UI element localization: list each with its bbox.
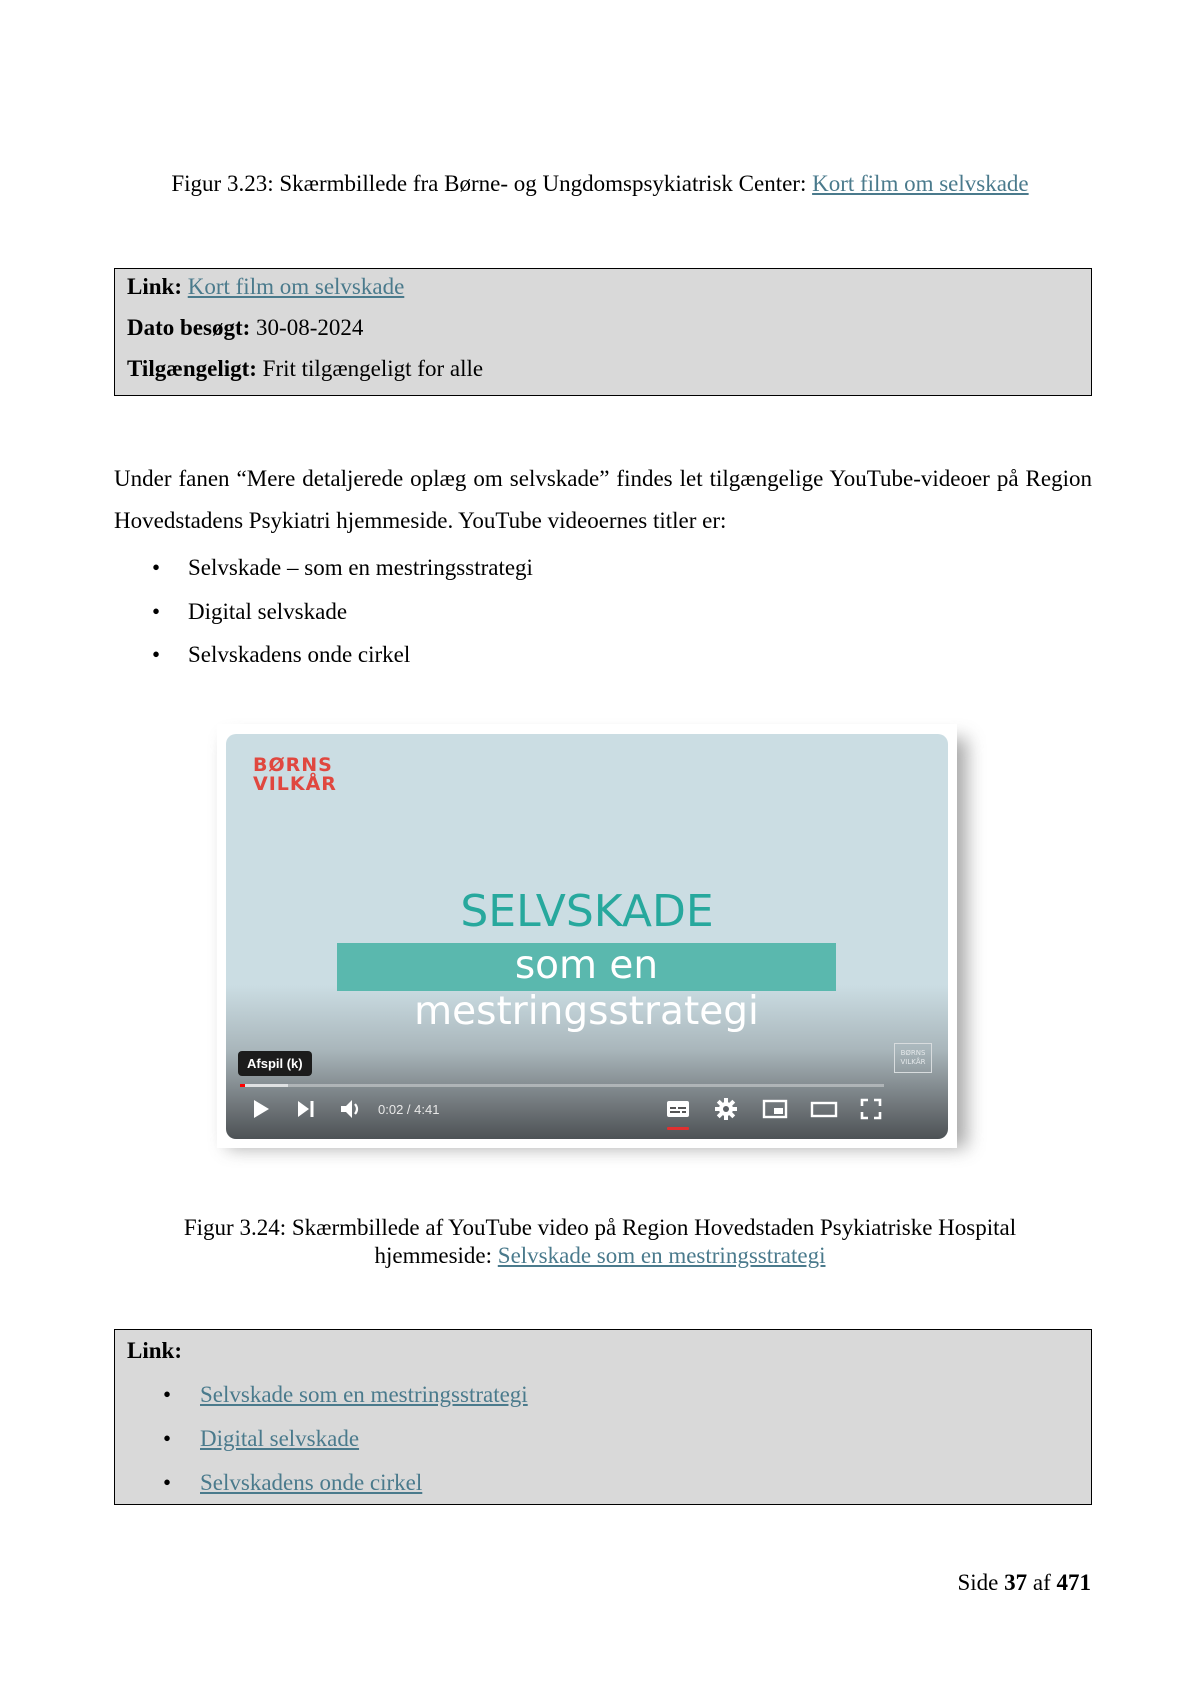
fullscreen-icon[interactable] [858,1096,884,1122]
play-tooltip: Afspil (k) [238,1051,312,1076]
access-row [127,352,1079,393]
channel-watermark[interactable] [894,1043,932,1073]
figure-3-23-caption [0,171,1200,197]
kort-film-box-link[interactable]: Kort film om selvskade [187,274,405,299]
page-middle: af [1027,1570,1057,1595]
progress-buffered [240,1084,288,1087]
subtitles-active-indicator [667,1127,689,1130]
caption-line-1: Figur 3.24: Skærmbillede af YouTube video på Region Hovedstaden Psykiatriske Hospital [183,1215,1017,1240]
settings-gear-icon[interactable] [713,1096,739,1122]
list-item: • Digital selvskade [114,599,533,643]
date-label: Dato besøgt: [127,315,251,340]
video-player[interactable] [226,734,948,1139]
page-number [957,1570,1091,1596]
video-link-list [115,1382,528,1514]
watermark-line-1: BØRNS [900,1049,926,1057]
caption-line-2 [0,1242,1200,1270]
video-title: SELVSKADE [460,886,714,937]
borns-vilkar-logo [253,756,337,794]
figure-3-24-caption [0,1214,1200,1270]
video-links-box [114,1329,1092,1505]
page-current: 37 [1004,1570,1028,1595]
subtitles-icon[interactable] [665,1096,691,1122]
screenshot-frame [217,724,957,1148]
access-value: Frit tilgængeligt for alle [262,356,484,381]
onde-cirkel-link[interactable]: Selvskadens onde cirkel [200,1470,423,1495]
next-icon[interactable] [294,1096,318,1122]
links-label: Link: [127,1338,182,1363]
time-display: 0:02 / 4:41 [378,1102,440,1117]
logo-line-1: BØRNS [253,754,333,776]
source-info-box [114,268,1092,396]
list-item: • Selvskadens onde cirkel [114,642,533,686]
date-value: 30-08-2024 [256,315,364,340]
list-item: • Selvskade – som en mestringsstrategi [114,555,533,599]
digital-selvskade-link[interactable]: Digital selvskade [200,1426,360,1451]
link-row [127,270,1079,311]
progress-bar[interactable] [240,1084,884,1087]
access-label: Tilgængeligt: [127,356,257,381]
logo-line-2: VILKÅR [253,773,337,795]
date-row [127,311,1079,352]
mestringsstrategi-link[interactable]: Selvskade som en mestringsstrategi [200,1382,528,1407]
list-item [115,1382,528,1426]
video-subtitle: som en mestringsstrategi [414,943,759,1034]
link-label: Link: [127,274,182,299]
kort-film-link[interactable]: Kort film om selvskade [812,171,1029,196]
page-prefix: Side [957,1570,1005,1595]
video-title-list [114,555,533,686]
play-icon[interactable] [250,1096,272,1122]
theater-mode-icon[interactable] [809,1096,839,1122]
youtube-video-screenshot [217,724,957,1148]
list-item [115,1470,528,1514]
list-item [115,1426,528,1470]
watermark-line-2: VILKÅR [900,1058,926,1066]
figure-caption-text: Figur 3.23: Skærmbillede fra Børne- og Ungdomspsykiatrisk Center: [171,171,813,196]
caption-line-2-prefix: hjemmeside: [374,1243,498,1268]
body-paragraph: Under fanen “Mere detaljerede oplæg om selvskade” findes let tilgængelige YouTube-videoer på Region Hovedstadens Psykiatri hjemmeside. YouTube videoernes titler er: [114,466,1092,533]
mestringsstrategi-caption-link[interactable]: Selvskade som en mestringsstrategi [497,1243,826,1268]
progress-played [240,1084,245,1087]
volume-icon[interactable] [338,1096,364,1122]
page-total: 471 [1056,1570,1091,1595]
miniplayer-icon[interactable] [761,1096,789,1122]
